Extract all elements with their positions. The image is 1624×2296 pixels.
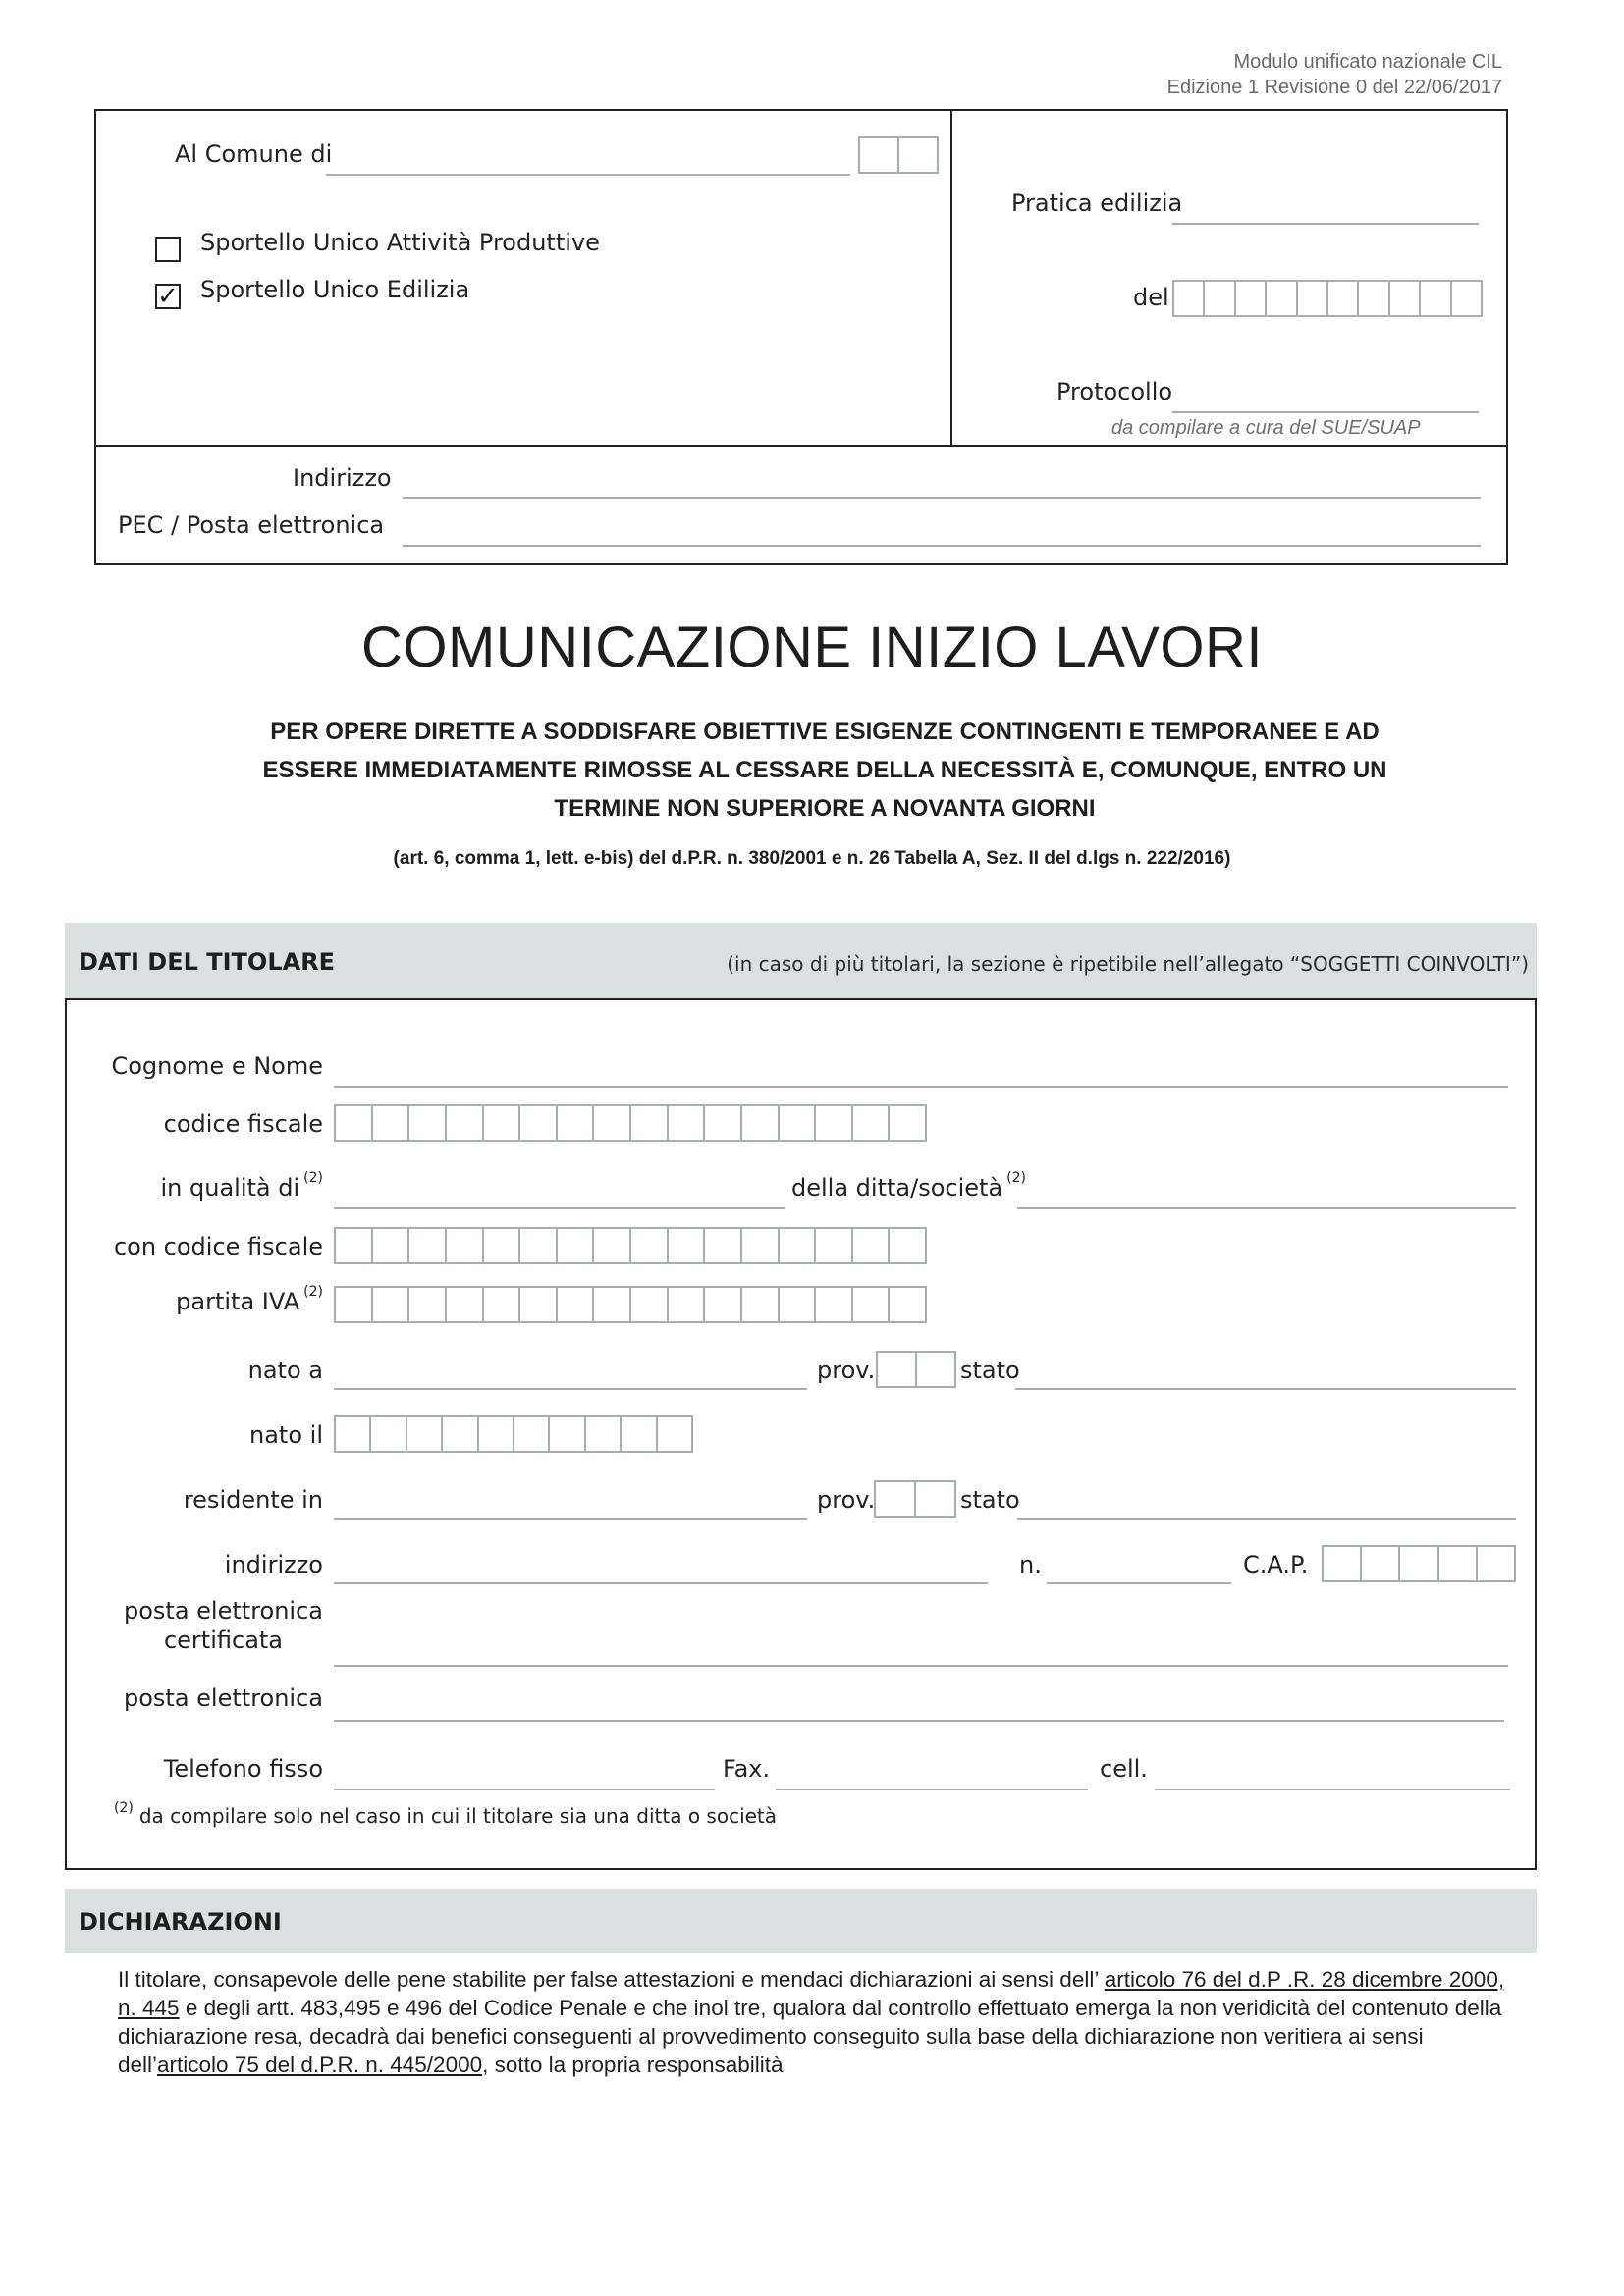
compilare-note: da compilare a cura del SUE/SUAP <box>1111 417 1421 439</box>
protocollo-label: Protocollo <box>1056 378 1173 405</box>
civico-label: n. <box>1019 1551 1042 1578</box>
link-articolo-75[interactable]: articolo 75 del d.P.R. n. 445/2000 <box>157 2053 483 2077</box>
indirizzo-label: Indirizzo <box>293 464 392 492</box>
divider-vertical <box>950 111 952 445</box>
comune-code-field[interactable] <box>858 136 939 174</box>
email-field[interactable] <box>334 1720 1504 1722</box>
telefono-field[interactable] <box>334 1789 715 1790</box>
cap-label: C.A.P. <box>1243 1551 1309 1578</box>
page-subtitle <box>167 713 1483 828</box>
form-edition: Edizione 1 Revisione 0 del 22/06/2017 <box>1166 77 1502 98</box>
nato-il-label: nato il <box>249 1421 323 1449</box>
cap-field[interactable] <box>1322 1545 1516 1582</box>
residente-prov-label: prov. <box>817 1486 876 1514</box>
check-mark-icon: ✓ <box>157 282 179 311</box>
pec-titolare-label: posta elettronica certificata <box>124 1597 323 1654</box>
partita-iva-label: partita IVA $^{(2)}$ <box>176 1284 323 1315</box>
fax-field[interactable] <box>776 1789 1088 1790</box>
subtitle-line-1: PER OPERE DIRETTE A SODDISFARE OBIETTIVE ESIGENZE CONTINGENTI E TEMPORANEE E AD <box>270 719 1380 745</box>
nato-a-label: nato a <box>247 1357 323 1384</box>
dichiarazioni-text: Il titolare, consapevole delle pene stabilite per false attestazioni e mendaci dichiarazioni ai sensi dell’ articolo 76 del d.P .R. 28 dicembre 2000, n. 445 e degli artt. 483,495 e 496 del Codice Penale e che inol tre, qualora dal controllo effettuato emerga la non veridicità del contenuto della dichiarazione resa, decadrà dai benefici conseguenti al provvedimento conseguito sulla base della dichiarazione non veritiera ai sensi dell’articolo 75 del d.P.R. n. 445/2000, sotto la propria responsabilità <box>118 1967 1505 2077</box>
partita-iva-field[interactable] <box>334 1286 927 1323</box>
titolare-footnote: $^{(2)}$ da compilare solo nel caso in cui il titolare sia una ditta o società <box>114 1800 778 1828</box>
indirizzo-titolare-label: indirizzo <box>224 1551 323 1578</box>
pec-titolare-field[interactable] <box>334 1665 1508 1667</box>
ditta-label: della ditta/società $^{(2)}$ <box>791 1170 1026 1201</box>
del-label: del <box>1133 284 1169 311</box>
nato-stato-field[interactable] <box>1015 1388 1516 1390</box>
indirizzo-field[interactable] <box>403 497 1481 499</box>
comune-field[interactable] <box>326 174 850 176</box>
pratica-label: Pratica edilizia <box>1011 189 1183 217</box>
cell-label: cell. <box>1100 1755 1148 1783</box>
nato-prov-field[interactable] <box>876 1351 956 1388</box>
residente-stato-field[interactable] <box>1017 1518 1516 1520</box>
pratica-field[interactable] <box>1172 223 1479 225</box>
titolare-section-note: (in caso di più titolari, la sezione è ripetibile nell’allegato “SOGGETTI COINVOLTI”) <box>727 952 1529 976</box>
suap-label: Sportello Unico Attività Produttive <box>200 229 600 256</box>
cognome-nome-label: Cognome e Nome <box>111 1052 323 1080</box>
codice-fiscale-field[interactable] <box>334 1104 927 1142</box>
subtitle-line-2: ESSERE IMMEDIATAMENTE RIMOSSE AL CESSARE DELLA NECESSITÀ E, COMUNQUE, ENTRO UN <box>262 757 1387 783</box>
divider-horizontal <box>96 445 1506 447</box>
con-codice-fiscale-label: con codice fiscale <box>113 1233 323 1260</box>
residente-stato-label: stato <box>960 1486 1020 1514</box>
sue-checkbox[interactable] <box>155 284 181 309</box>
titolare-section-header <box>65 923 1537 999</box>
nato-stato-label: stato <box>960 1357 1020 1384</box>
ditta-field[interactable] <box>1017 1207 1516 1209</box>
email-label: posta elettronica <box>124 1684 323 1712</box>
qualita-field[interactable] <box>334 1207 785 1209</box>
protocollo-field[interactable] <box>1172 411 1479 413</box>
form-name: Modulo unificato nazionale CIL <box>1233 51 1502 73</box>
sue-label: Sportello Unico Edilizia <box>200 276 470 303</box>
telefono-label: Telefono fisso <box>163 1755 323 1783</box>
cell-field[interactable] <box>1155 1789 1510 1790</box>
fax-label: Fax. <box>723 1755 771 1783</box>
indirizzo-titolare-field[interactable] <box>334 1582 988 1584</box>
codice-fiscale-label: codice fiscale <box>163 1110 323 1138</box>
legal-reference: (art. 6, comma 1, lett. e-bis) del d.P.R. n. 380/2001 e n. 26 Tabella A, Sez. II del d.lgs n. 222/2016) <box>393 848 1231 869</box>
residente-label: residente in <box>183 1486 323 1514</box>
suap-checkbox[interactable] <box>155 237 181 262</box>
nato-a-field[interactable] <box>334 1388 807 1390</box>
form-version-info <box>1167 49 1502 100</box>
del-date-field[interactable] <box>1172 280 1483 317</box>
titolare-section-title: DATI DEL TITOLARE <box>79 948 336 976</box>
recipient-box <box>94 109 1508 565</box>
residente-prov-field[interactable] <box>874 1480 956 1518</box>
civico-field[interactable] <box>1047 1582 1231 1584</box>
qualita-label: in qualità di $^{(2)}$ <box>160 1170 323 1201</box>
page-title: COMUNICAZIONE INIZIO LAVORI <box>361 615 1263 679</box>
link-articolo-76[interactable]: articolo 76 del d.P .R. 28 dicembre 2000, n. 445 <box>118 1967 1505 2020</box>
nato-prov-label: prov. <box>817 1357 876 1384</box>
pec-field[interactable] <box>403 545 1481 547</box>
nato-il-field[interactable] <box>334 1415 693 1453</box>
pec-label: PEC / Posta elettronica <box>118 511 385 539</box>
al-comune-label: Al Comune di <box>175 140 333 168</box>
dichiarazioni-section-header <box>65 1889 1537 1953</box>
cognome-nome-field[interactable] <box>334 1086 1508 1088</box>
residente-field[interactable] <box>334 1518 807 1520</box>
ditta-codice-fiscale-field[interactable] <box>334 1227 927 1264</box>
dichiarazioni-section-title: DICHIARAZIONI <box>79 1908 282 1936</box>
subtitle-line-3: TERMINE NON SUPERIORE A NOVANTA GIORNI <box>554 795 1096 822</box>
